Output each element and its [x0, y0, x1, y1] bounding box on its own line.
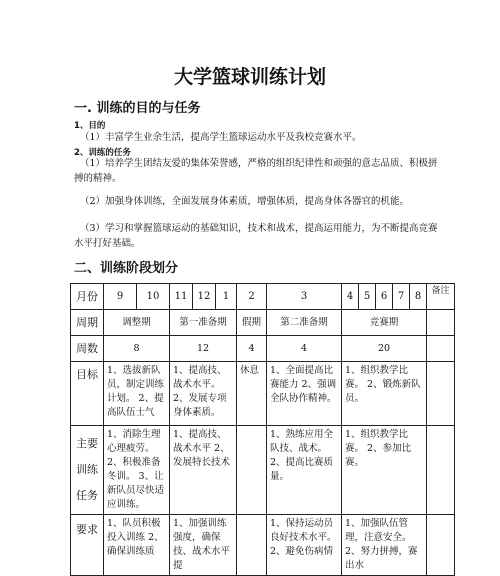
- goal-label: 目标: [71, 362, 104, 426]
- remark-cell: [427, 336, 455, 362]
- training-schedule-table: [70, 283, 455, 576]
- period-label: 周期: [71, 310, 104, 336]
- goal-cell: 1、全面提高比赛能力 2、强调全队协作精神。: [267, 362, 342, 426]
- requirement-cell: 1、保持运动员良好技术水平。 2、避免伤病情: [267, 515, 342, 576]
- goal-cell: 休息: [237, 362, 267, 426]
- section1-heading: 一. 训练的目的与任务: [74, 101, 201, 116]
- weeks-cell: 20: [342, 336, 427, 362]
- month-cell: 11: [170, 284, 193, 310]
- task-label-line: 训练: [76, 463, 98, 476]
- remark-cell: [427, 426, 455, 515]
- goal-cell: 1、选拔新队员，制定训练计划。 2、提高队伍士气: [104, 362, 170, 426]
- task-cell: 1、提高技、战术水平 2、发展特长技术: [170, 426, 237, 515]
- task-cell: 1、熟练应用全队技、战术。 2、提高比赛质量。: [267, 426, 342, 515]
- tasks-heading: 2、训练的任务: [74, 148, 131, 158]
- task-2-text: （2）加强身体训练，全面发展身体素质，增强体质，提高身体各器官的机能。: [80, 196, 410, 207]
- task-1-text: （1）培养学生团结友爱的集体荣誉感，严格的组织纪律性和顽强的意志品质、积极拼搏的精神。: [74, 158, 438, 184]
- requirement-cell: 1、加强训练强度，确保技、战术水平提: [170, 515, 237, 576]
- task-label-line: 主要: [76, 437, 98, 450]
- month-cell: 2: [237, 284, 267, 310]
- weeks-cell: 12: [170, 336, 237, 362]
- task-cell: [237, 426, 267, 515]
- month-cell: 5: [359, 284, 376, 310]
- task-cell: 1、消除生理心理疲劳。 2、积极准备冬训。 3、让新队员尽快适应训练。: [104, 426, 170, 515]
- requirement-cell: 1、队员积极投入训练 2、确保训练质: [104, 515, 170, 576]
- goal-cell: 1、提高技、战术水平。 2、发展专项身体素质。: [170, 362, 237, 426]
- month-row: [71, 284, 455, 310]
- period-cell: 第一准备期: [170, 310, 237, 336]
- month-cell: 9: [104, 284, 137, 310]
- month-cell: 12: [193, 284, 216, 310]
- task-row: [71, 426, 455, 515]
- goal-cell: 1、组织教学比赛。 2、锻炼新队员。: [342, 362, 427, 426]
- period-row: [71, 310, 455, 336]
- month-cell: 7: [393, 284, 410, 310]
- purpose-text: （1）丰富学生业余生活，提高学生篮球运动水平及我校竞赛水平。: [80, 132, 362, 143]
- weeks-label: 周数: [71, 336, 104, 362]
- month-cell: 8: [410, 284, 427, 310]
- remark-header: 备注: [427, 284, 455, 310]
- remark-cell: [427, 362, 455, 426]
- month-cell: 6: [376, 284, 393, 310]
- month-label: 月份: [71, 284, 104, 310]
- requirement-cell: 1、加强队伍管理，注意安全。 2、努力拼搏，赛出水: [342, 515, 427, 576]
- month-cell: 1: [216, 284, 237, 310]
- remark-cell: [427, 310, 455, 336]
- page-title: 大学篮球训练计划: [173, 66, 326, 88]
- month-cell: 10: [137, 284, 170, 310]
- goal-row: [71, 362, 455, 426]
- task-3-text: （3）学习和掌握篮球运动的基础知识，技术和战术，提高运用能力，为不断提高竞赛水平打好基础。: [74, 223, 438, 249]
- task-label: [71, 426, 104, 515]
- task-label-line: 任务: [76, 489, 98, 502]
- weeks-cell: 4: [267, 336, 342, 362]
- requirement-row: [71, 515, 455, 576]
- requirement-label: 要求: [71, 515, 104, 576]
- weeks-cell: 4: [237, 336, 267, 362]
- period-cell: 第二准备期: [267, 310, 342, 336]
- weeks-row: [71, 336, 455, 362]
- period-cell: 假期: [237, 310, 267, 336]
- purpose-heading: 1、目的: [74, 121, 106, 131]
- remark-cell: [427, 515, 455, 576]
- task-cell: 1、组织教学比赛。 2、参加比赛。: [342, 426, 427, 515]
- section2-heading: 二、训练阶段划分: [74, 261, 179, 276]
- period-cell: 竞赛期: [342, 310, 427, 336]
- weeks-cell: 8: [104, 336, 170, 362]
- period-cell: 调整期: [104, 310, 170, 336]
- requirement-cell: [237, 515, 267, 576]
- month-cell: 4: [342, 284, 359, 310]
- month-cell: 3: [267, 284, 342, 310]
